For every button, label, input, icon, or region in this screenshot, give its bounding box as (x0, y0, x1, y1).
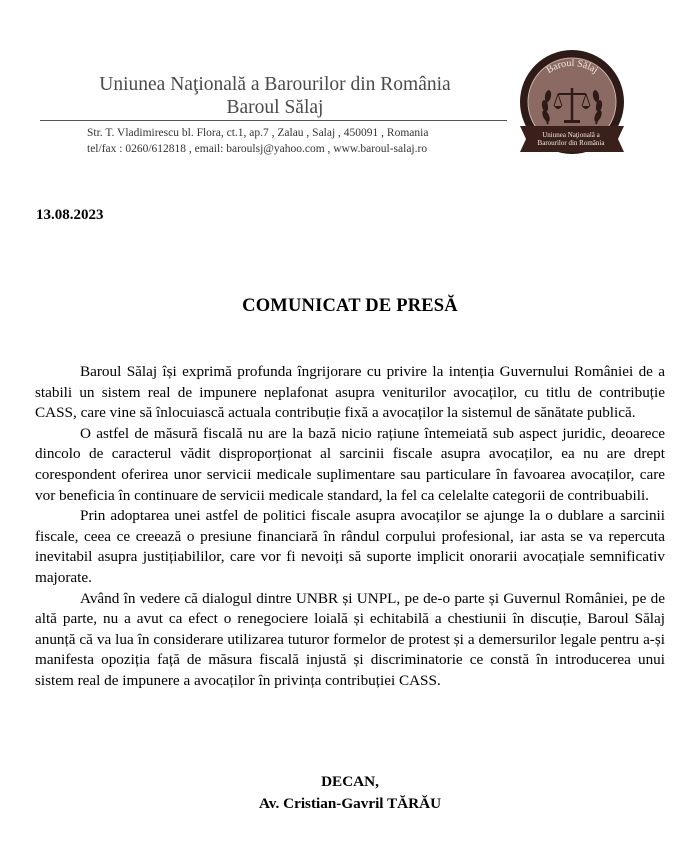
branch-name: Baroul Sălaj (226, 97, 324, 118)
document-title: COMUNICAT DE PRESĂ (242, 296, 458, 316)
org-name: Uniunea Naţională a Barourilor din România (99, 74, 451, 95)
logo-name: Baroul Sălaj (544, 57, 600, 76)
letterhead (0, 0, 700, 170)
signature-name: Av. Cristian-Gavril TĂRĂU (258, 795, 442, 812)
body-paragraph: Având în vedere că dialogul dintre UNBR și UNPL, pe de-o parte și Guvernul României, pe de altă parte, nu a avut ca efect o renegociere loială și echitabilă a chestiunii în discuție, Baroul Sălaj anunță că va lua în considerare utilizarea tuturor formelor de protest și a demersurilor legale pentru a-și manifesta opoziția față de măsura fiscală injustă și discriminatorie ce constă în introducerea unui sistem real de impunere a avocaților în privința contribuției CASS. (35, 589, 665, 689)
logo-ribbon-line1: Uniunea Naţională a (542, 131, 600, 139)
bar-association-logo (518, 48, 678, 158)
document-date: 13.08.2023 (36, 207, 104, 223)
press-release-body (35, 362, 665, 692)
body-paragraph: Baroul Sălaj își exprimă profunda îngrijorare cu privire la intenția Guvernului României de a stabili un sistem real de impunere neplafonat asupra veniturilor avocaților, cu titlu de contribuție CASS, care vine să înlocuiască actuala contribuție fixă a avocaților la sistemul de sănătate publică. (35, 363, 665, 422)
body-paragraph: Prin adoptarea unei astfel de politici fiscale asupra avocaților se ajunge la o dublare a sarcinii fiscale, ceea ce creează o presiune financiară în rândul corpului profesional, iar asta se va repercuta inevitabil asupra justițiabililor, care vor fi nevoiți să suporte implicit onorarii avocațiale semnificativ majorate. (35, 507, 665, 586)
header-divider (40, 120, 507, 121)
body-paragraph: O astfel de măsură fiscală nu are la bază nicio rațiune întemeiată sub aspect juridic, deoarece dincolo de caracterul vădit disproporționat al sarcinii fiscale asupra avocaților, ea nu are drept corespondent oferirea unor servicii medicale suplimentare sau particulare în favoarea avocaților, care vor beneficia în continuare de servicii medicale standard, la fel ca celelalte categorii de contribuabili. (35, 424, 665, 504)
contact-line: tel/fax : 0260/612818 , email: baroulsj@yahoo.com , www.baroul-salaj.ro (87, 143, 428, 155)
address-line: Str. T. Vladimirescu bl. Flora, ct.1, ap.7 , Zalau , Salaj , 450091 , Romania (87, 127, 429, 139)
logo-ribbon (518, 126, 624, 152)
signature-role: DECAN, (321, 773, 379, 790)
logo-ribbon-line2: Barourilor din România (537, 139, 605, 147)
signature-block (0, 771, 700, 815)
